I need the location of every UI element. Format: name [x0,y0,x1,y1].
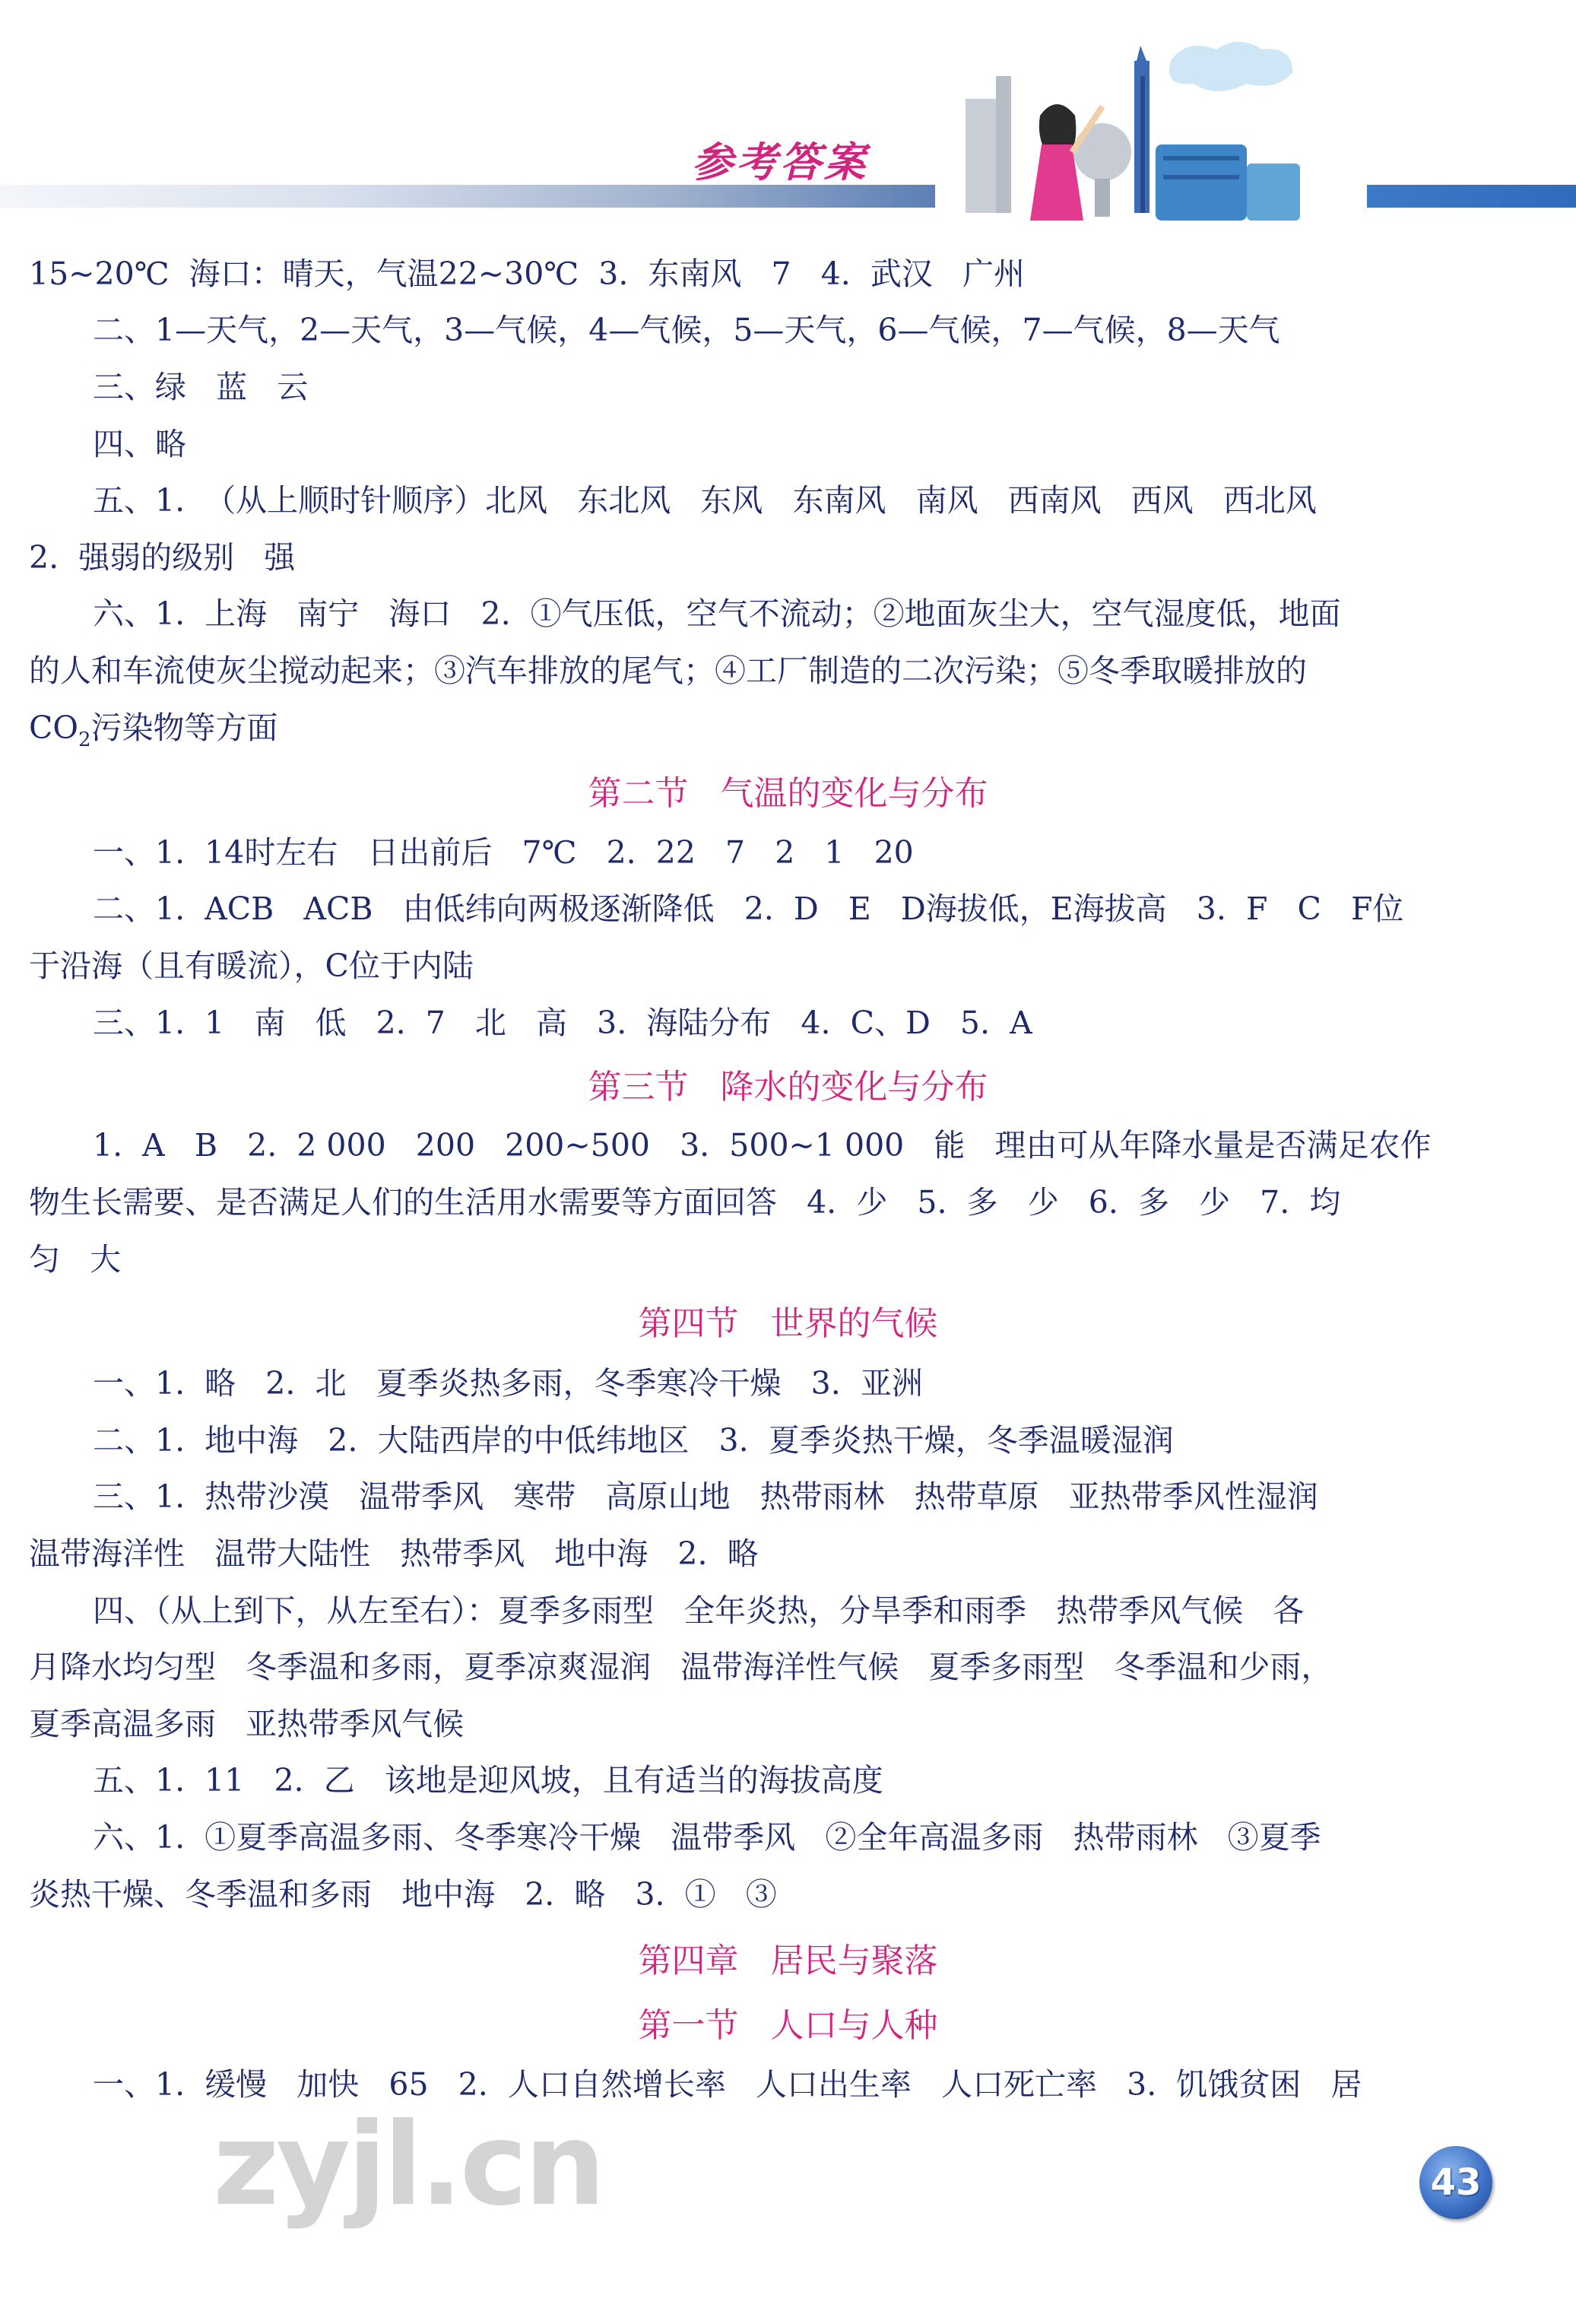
answer-line: 的人和车流使灰尘搅动起来；③汽车排放的尾气；④工厂制造的二次污染；⑤冬季取暖排放的 [29,652,1307,689]
section-heading: 第一节 人口与人种 [638,2006,938,2045]
answer-line: 夏季高温多雨 亚热带季风气候 [29,1706,465,1742]
answer-line: 温带海洋性 温带大陆性 热带季风 地中海 2. 略 [29,1535,759,1572]
answer-line: 一、1. 缓慢 加快 65 2. 人口自然增长率 人口出生率 人口死亡率 3. 饥饿贫困 居 [93,2066,1362,2103]
answer-line: 2. 强弱的级别 强 [29,539,296,576]
answer-line: 三、1. 热带沙漠 温带季风 寒带 高原山地 热带雨林 热带草原 亚热带季风性湿润 [93,1478,1318,1515]
answer-line: 一、1. 14时左右 日出前后 7℃ 2. 22 7 2 1 20 [93,834,914,871]
answer-line: 六、1. 上海 南宁 海口 2. ①气压低，空气不流动；②地面灰尘大，空气湿度低，地面 [93,595,1341,632]
answer-line: 四、（从上到下，从左至右）：夏季多雨型 全年炎热，分旱季和雨季 热带季风气候 各 [93,1592,1305,1629]
co2-subscript: 2 [78,729,91,751]
answer-line: 六、1. ①夏季高温多雨、冬季寒冷干燥 温带季风 ②全年高温多雨 热带雨林 ③夏季 [93,1819,1321,1856]
answer-line: 四、略 [93,426,186,462]
answer-line: 二、1—天气，2—天气，3—气候，4—气候，5—天气，6—气候，7—气候，8—天气 [93,312,1280,348]
factory-girl-illustration [950,30,1315,228]
answer-line: 二、1. 地中海 2. 大陆西岸的中低纬地区 3. 夏季炎热干燥，冬季温暖湿润 [93,1422,1174,1459]
answer-line: 1. A B 2. 2 000 200 200~500 3. 500~1 000 能 理由可从年降水量是否满足农作 [93,1127,1432,1164]
answer-line: 于沿海（且有暖流），C位于内陆 [29,948,474,984]
answer-line: 三、1. 1 南 低 2. 7 北 高 3. 海陆分布 4. C、D 5. A [93,1005,1032,1041]
watermark: zyjl.cn [213,2099,603,2231]
section-heading: 第二节 气温的变化与分布 [588,774,988,813]
page-number: 43 [1430,2161,1482,2204]
answer-line: 三、绿 蓝 云 [93,369,309,405]
header-title: 参考答案 [692,138,868,186]
answer-text: 污染物等方面 [90,710,278,746]
section-heading: 第四节 世界的气候 [638,1304,938,1343]
answer-line: 物生长需要、是否满足人们的生活用水需要等方面回答 4. 少 5. 多 少 6. 多 少 7. 均 [29,1184,1341,1221]
answer-line: 五、1. 11 2. 乙 该地是迎风坡，且有适当的海拔高度 [93,1762,883,1799]
answer-line: 炎热干燥、冬季温和多雨 地中海 2. 略 3. ① ③ [29,1876,777,1913]
answer-line-co2 [29,706,278,761]
answer-line: 月降水均匀型 冬季温和多雨，夏季凉爽湿润 温带海洋性气候 夏季多雨型 冬季温和少雨， [29,1649,1333,1685]
header-bar-right [1367,185,1576,208]
chapter-heading: 第四章 居民与聚落 [638,1941,938,1980]
answer-line: 五、1. （从上顺时针顺序）北风 东北风 东风 东南风 南风 西南风 西风 西北风 [93,482,1317,519]
answer-line: 匀 大 [29,1241,122,1278]
section-heading: 第三节 降水的变化与分布 [588,1068,988,1106]
answer-line: 一、1. 略 2. 北 夏季炎热多雨，冬季寒冷干燥 3. 亚洲 [93,1365,923,1402]
answer-line: 二、1. ACB ACB 由低纬向两极逐渐降低 2. D E D海拔低，E海拔高 3. F C F位 [93,891,1404,927]
co2-label: CO [29,710,78,746]
answer-line: 15~20℃ 海口：晴天，气温22~30℃ 3. 东南风 7 4. 武汉 广州 [29,256,1025,292]
